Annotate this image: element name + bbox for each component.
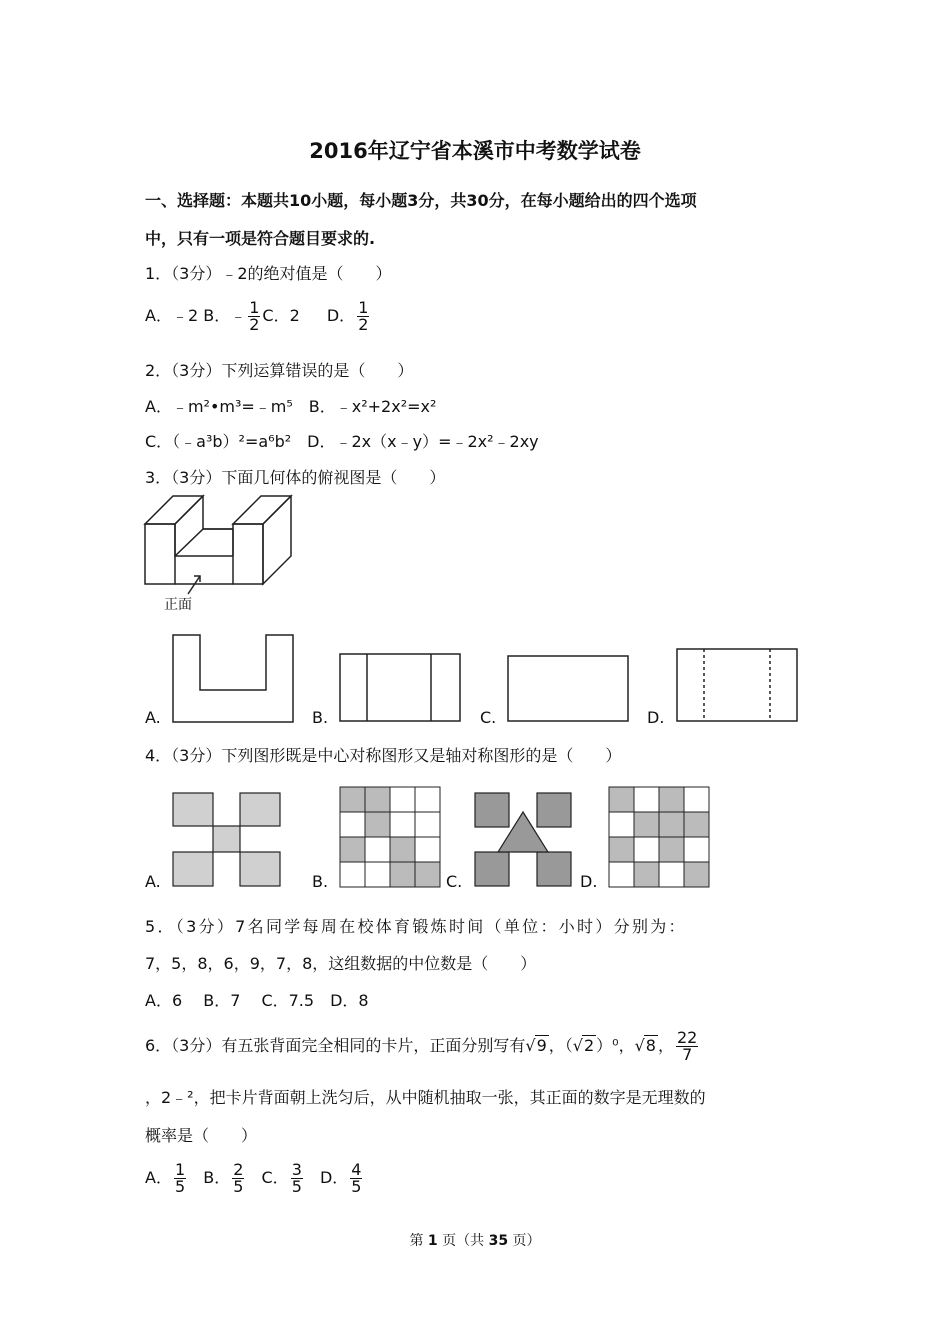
q5-stem-line2: 7，5，8，6，9，7，8，这组数据的中位数是（ ）	[145, 954, 537, 973]
q1-options	[145, 300, 371, 333]
q1-frac-b: $\frac{1}{2}$	[249, 298, 260, 334]
q3-option-c-figure	[507, 655, 631, 723]
q1-opt-a: A．﹣2	[145, 306, 199, 325]
page-footer: 第 1 页（共 35 页）	[409, 1233, 541, 1249]
page-title: 2016年辽宁省本溪市中考数学试卷	[309, 139, 641, 163]
q3-option-a-figure	[172, 634, 296, 724]
q4-option-d-figure	[608, 786, 712, 888]
q3-label-c: C.	[480, 708, 497, 727]
q3-label-d: D.	[647, 708, 665, 727]
q6-options: A． $\frac{1}{5}$ B． $\frac{2}{5}$ C． $\frac{3}{5}$ D． $\frac{4}{5}$	[145, 1160, 362, 1196]
q4-label-a: A.	[145, 872, 161, 891]
q6-stem-line2: ，2﹣²，把卡片背面朝上洗匀后，从中随机抽取一张，其正面的数字是无理数的	[145, 1088, 706, 1107]
section-heading: 一、选择题：本题共10小题，每小题3分，共30分，在每小题给出的四个选项	[145, 191, 697, 210]
q2-options-ab: A．﹣m²•m³=﹣m⁵ B．﹣x²+2x²=x²	[145, 397, 437, 416]
q5-options: A．6 B．7 C．7.5 D．8	[145, 991, 369, 1010]
q4-label-c: C.	[446, 872, 463, 891]
q1-opt-b: B．﹣	[203, 306, 247, 325]
q6-stem-line1: 6．（3分）有五张背面完全相同的卡片，正面分别写有√9 ，（√2 ）⁰，√8 ， $\frac{22}{7}$	[145, 1028, 698, 1064]
q5-stem-line1: 5．（3分）7名同学每周在校体育锻炼时间（单位：小时）分别为：	[145, 917, 687, 936]
q4-option-b-figure	[339, 786, 443, 888]
q2-stem: 2．（3分）下列运算错误的是（ ）	[145, 361, 414, 380]
q4-option-a-figure	[172, 792, 282, 888]
q1-frac-d: $\frac{1}{2}$	[358, 298, 369, 334]
q4-label-d: D.	[580, 872, 598, 891]
q3-option-d-figure	[676, 648, 800, 723]
q1-opt-c: C．2	[262, 306, 300, 325]
q1-stem: 1．（3分）﹣2的绝对值是（ ）	[145, 264, 392, 283]
page-number: 1	[427, 1233, 438, 1249]
q2-options-cd: C．（﹣a³b）²=a⁶b² D．﹣2x（x﹣y）=﹣2x²﹣2xy	[145, 432, 539, 451]
q3-option-b-figure	[339, 653, 463, 723]
q6-stem-line3: 概率是（ ）	[145, 1126, 258, 1145]
q3-front-label: 正面	[164, 597, 192, 613]
q4-option-c-figure	[474, 792, 574, 888]
q1-opt-d: D．	[326, 306, 356, 325]
page-total: 35	[488, 1233, 509, 1249]
q4-label-b: B.	[312, 872, 329, 891]
q6-fraction-22-7: $\frac{22}{7}$	[677, 1028, 698, 1064]
section-heading-cont: 中，只有一项是符合题目要求的.	[145, 229, 376, 248]
q4-stem: 4．（3分）下列图形既是中心对称图形又是轴对称图形的是（ ）	[145, 746, 622, 765]
q3-label-a: A.	[145, 708, 161, 727]
q3-label-b: B.	[312, 708, 329, 727]
q3-stem: 3．（3分）下面几何体的俯视图是（ ）	[145, 468, 446, 487]
